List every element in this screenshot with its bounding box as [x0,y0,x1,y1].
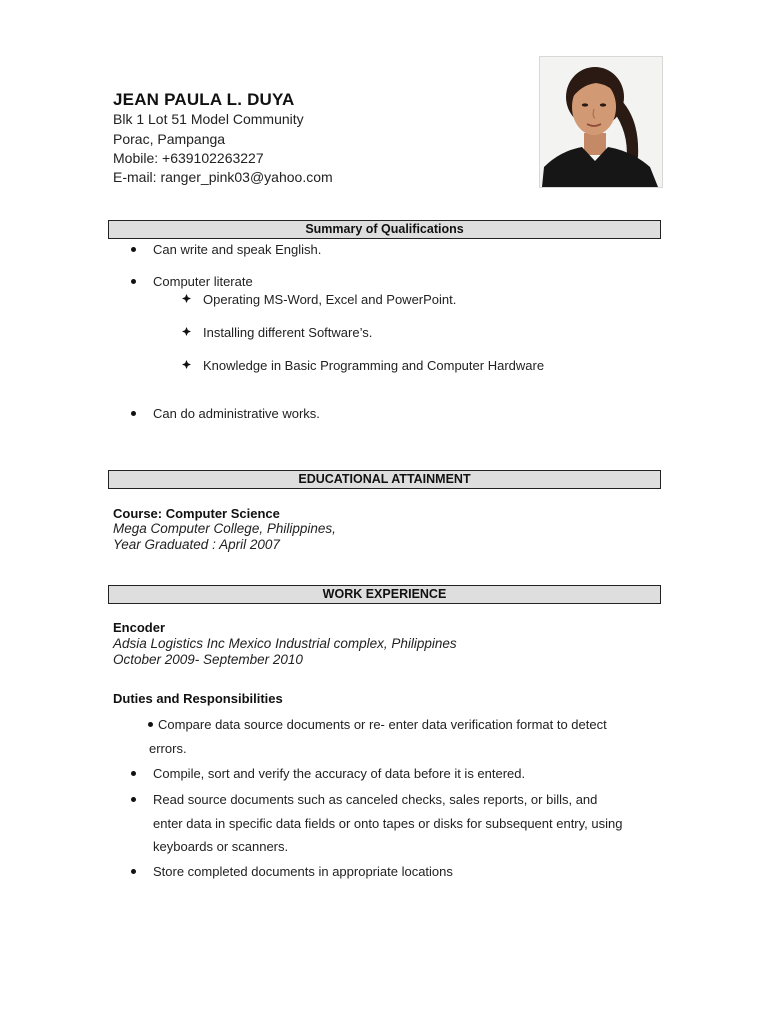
duty-item-line: keyboards or scanners. [153,839,289,854]
bullet-icon [131,247,136,252]
bullet-icon [148,722,153,727]
section-header-work: WORK EXPERIENCE [108,585,661,604]
bullet-icon [131,797,136,802]
section-header-education: EDUCATIONAL ATTAINMENT [108,470,661,489]
diamond-bullet-icon [182,327,191,336]
address-line-2: Porac, Pampanga [113,131,226,147]
work-period: October 2009- September 2010 [113,652,303,667]
qualification-sub-item: Knowledge in Basic Programming and Computer Hardware [203,358,545,373]
diamond-bullet-icon [182,294,191,303]
qualification-item: Can write and speak English. [153,242,322,257]
duties-heading: Duties and Responsibilities [113,691,283,706]
applicant-name: JEAN PAULA L. DUYA [113,90,295,109]
bullet-icon [131,411,136,416]
duty-item-line: Store completed documents in appropriate locations [153,864,453,879]
duty-item-line: enter data in specific data fields or onto tapes or disks for subsequent entry, using [153,816,623,831]
address-line-1: Blk 1 Lot 51 Model Community [113,111,304,127]
education-course: Course: Computer Science [113,506,280,521]
bullet-icon [131,869,136,874]
bullet-icon [131,771,136,776]
applicant-photo [539,56,663,188]
bullet-icon [131,279,136,284]
work-position: Encoder [113,620,166,635]
duty-item-line: Read source documents such as canceled checks, sales reports, or bills, and [153,792,598,807]
qualification-item: Can do administrative works. [153,406,320,421]
mobile-number: Mobile: +639102263227 [113,150,264,166]
duty-item-line: Compare data source documents or re- enter data verification format to detect [158,717,607,732]
section-header-qualifications: Summary of Qualifications [108,220,661,239]
qualification-sub-item: Installing different Software’s. [203,325,373,340]
diamond-bullet-icon [182,360,191,369]
portrait-image [540,57,662,187]
education-school: Mega Computer College, Philippines, [113,521,336,536]
duty-item-line: errors. [149,741,187,756]
email-address: E-mail: ranger_pink03@yahoo.com [113,169,333,185]
duty-item-line: Compile, sort and verify the accuracy of data before it is entered. [153,766,526,781]
work-company: Adsia Logistics Inc Mexico Industrial complex, Philippines [113,636,457,651]
education-year-graduated: Year Graduated : April 2007 [113,537,280,552]
qualification-item: Computer literate [153,274,253,289]
qualification-sub-item: Operating MS-Word, Excel and PowerPoint. [203,292,457,307]
